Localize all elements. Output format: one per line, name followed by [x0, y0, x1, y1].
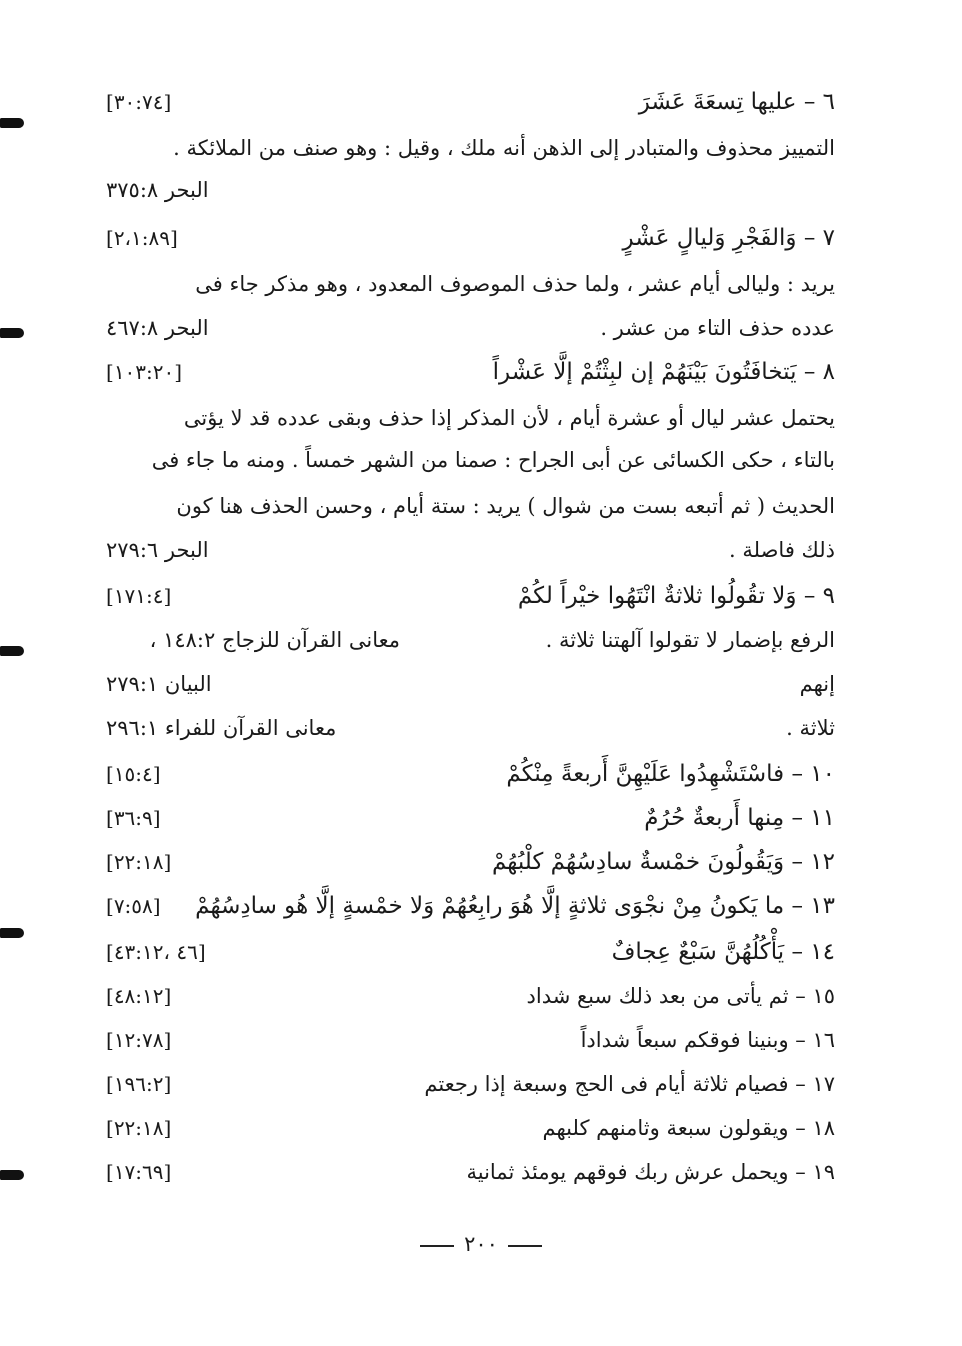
verse-line — [100, 886, 835, 926]
line-text: ١٥ – ثم يأتى من بعد ذلك سبع شداد — [526, 984, 835, 1008]
text-line — [100, 530, 835, 570]
verse-reference: [٤٦ ،٤٣:١٢] — [106, 940, 206, 964]
verse-reference: [٤٨:١٢] — [106, 984, 172, 1008]
verse-text: ٦ – عليها تِسعَةَ عَشَرَ — [638, 89, 835, 115]
text-line — [100, 128, 835, 168]
verse-text: ٩ – وَلا تقُولُوا ثلاثةٌ انْتَهُوا خيْراً لكُمْ — [517, 583, 835, 609]
verse-line — [100, 842, 835, 882]
verse-reference: [١٢:٧٨] — [106, 1028, 172, 1052]
binding-hole-mark — [0, 646, 24, 656]
verse-reference: [٢،١:٨٩] — [106, 226, 178, 250]
text-line — [100, 664, 835, 704]
page-number-text: ٢٠٠ — [464, 1232, 498, 1256]
text-line — [100, 440, 835, 480]
verse-text: ٧ – وَالفَجْرِ وَليالٍ عَشْرٍ — [622, 225, 835, 251]
text-line — [100, 620, 835, 660]
line-text: ١٨ – ويقولون سبعة وثامنهم كلبهم — [542, 1116, 835, 1140]
verse-line — [100, 82, 835, 122]
text-line — [100, 308, 835, 348]
verse-text: ١٠ – فاسْتَشْهِدُوا عَلَيْهِنَّ أَربعةً مِنْكُمْ — [506, 761, 835, 787]
source-citation: البحر ٢٧٩:٦ — [106, 538, 209, 562]
binding-hole-mark — [0, 328, 24, 338]
line-text: ١٧ – فصيام ثلاثة أيام فى الحج وسبعة إذا رجعتم — [424, 1072, 835, 1096]
verse-line — [100, 1152, 835, 1192]
page-number-dash — [420, 1245, 454, 1247]
verse-reference: [١٩٦:٢] — [106, 1072, 172, 1096]
verse-line — [100, 218, 835, 258]
verse-line — [100, 1064, 835, 1104]
source-citation: البيان ٢٧٩:١ — [106, 672, 212, 696]
verse-text: ١٣ – ما يَكونُ مِنْ نجْوَى ثلاثةٍ إلَّا هُوَ رابِعُهُمْ وَلا خمْسةٍ إلَّا هُو سادِسُهُمْ — [195, 893, 835, 919]
line-text: الحديث ( ثم أتبعه بست من شوال ) يريد : ستة أيام ، وحسن الحذف هنا كون — [176, 494, 835, 518]
verse-text: ١٤ – يَأْكُلُهُنَّ سَبْعٌ عِجافٌ — [611, 939, 835, 965]
verse-line — [100, 932, 835, 972]
verse-reference: [٣٦:٩] — [106, 806, 161, 830]
verse-line — [100, 798, 835, 838]
source-citation: معانى القرآن للزجاج ١٤٨:٢ ، — [149, 628, 400, 652]
text-line — [100, 170, 835, 210]
binding-hole-mark — [0, 928, 24, 938]
verse-text: ٨ – يَتخافَتُونَ بَيْنَهُمْ إن لبِثْتُمْ إلَّا عَشْراً — [492, 359, 835, 385]
verse-text: ١١ – مِنها أَربعةٌ حُرُمٌ — [644, 805, 835, 831]
binding-hole-mark — [0, 118, 24, 128]
binding-hole-mark — [0, 1170, 24, 1180]
verse-reference: [١٠٣:٢٠] — [106, 360, 183, 384]
verse-line — [100, 754, 835, 794]
verse-reference: [١٥:٤] — [106, 762, 161, 786]
verse-reference: [٧:٥٨] — [106, 894, 161, 918]
line-text: يحتمل عشر ليال أو عشرة أيام ، لأن المذكر إذا حذف وبقى عدده قد لا يؤتى — [183, 406, 835, 430]
verse-reference: [١٧١:٤] — [106, 584, 172, 608]
verse-line — [100, 1020, 835, 1060]
line-text: بالتاء ، حكى الكسائى عن أبى الجراح : صمنا من الشهر خمساً . ومنه ما جاء فى — [151, 448, 835, 472]
line-text: ثلاثة . — [786, 716, 835, 740]
source-citation: البحر ٣٧٥:٨ — [106, 178, 209, 202]
line-text: ١٩ – ويحمل عرش ربك فوقهم يومئذ ثمانية — [466, 1160, 835, 1184]
page-number-dash — [508, 1245, 542, 1247]
verse-reference: [٢٢:١٨] — [106, 1116, 172, 1140]
line-text: التمييز محذوف والمتبادر إلى الذهن أنه ملك ، وقيل : وهو صنف من الملائكة . — [173, 136, 835, 160]
verse-line — [100, 1108, 835, 1148]
line-text: الرفع بإضمار لا تقولوا آلهتنا ثلاثة . — [545, 628, 835, 652]
line-text: ١٦ – وبنينا فوقكم سبعاً شداداً — [580, 1028, 835, 1052]
source-citation: البحر ٤٦٧:٨ — [106, 316, 209, 340]
verse-text: ١٢ – وَيَقُولُونَ خمْسةٌ سادِسُهُمْ كلْبُهُمْ — [491, 849, 835, 875]
verse-reference: [٢٢:١٨] — [106, 850, 172, 874]
verse-line — [100, 352, 835, 392]
verse-line — [100, 976, 835, 1016]
text-line — [100, 264, 835, 304]
verse-reference: [١٧:٦٩] — [106, 1160, 172, 1184]
text-line — [100, 398, 835, 438]
verse-line — [100, 576, 835, 616]
line-text: إنهم — [799, 672, 835, 696]
verse-reference: [٣٠:٧٤] — [106, 90, 172, 114]
text-line — [100, 708, 835, 748]
line-text: عدده حذف التاء من عشر . — [600, 316, 835, 340]
text-line — [100, 486, 835, 526]
line-text: يريد : وليالى أيام عشر ، ولما حذف الموصوف المعدود ، وهو مذكر جاء فى — [195, 272, 835, 296]
page-number — [0, 1232, 962, 1256]
source-citation: معانى القرآن للفراء ٢٩٦:١ — [106, 716, 337, 740]
line-text: ذلك فاصلة . — [729, 538, 835, 562]
